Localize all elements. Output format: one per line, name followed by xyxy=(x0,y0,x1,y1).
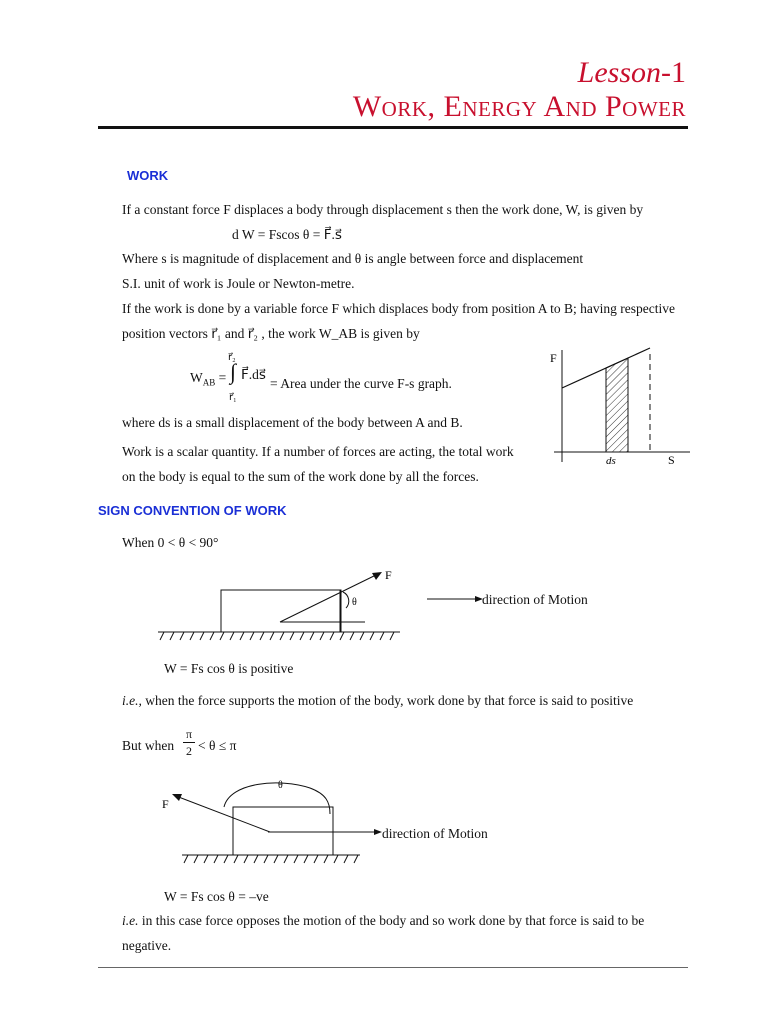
fig2-force-arrowhead xyxy=(172,794,182,801)
sign-convention-heading: SIGN CONVENTION OF WORK xyxy=(98,503,287,518)
explain-positive xyxy=(122,693,633,709)
fig2-motion-arrow xyxy=(268,826,388,838)
chapter-title: Work, Energy And Power xyxy=(352,90,686,123)
fig1-motion-label: direction of Motion xyxy=(482,592,588,607)
fig1-force-label: F xyxy=(385,568,392,582)
case2-suffix: < θ ≤ π xyxy=(198,738,237,753)
work-equation: d W = Fscos θ = F⃗.s⃗ xyxy=(232,227,342,242)
explain-negative-ie: i.e. xyxy=(122,913,139,928)
case2-frac-den: 2 xyxy=(186,744,192,758)
integral-sub: AB xyxy=(202,377,216,388)
fig1-angle-label: θ xyxy=(352,597,357,608)
case2-frac-bar xyxy=(183,742,195,743)
work-line-4: If the work is done by a variable force F which displaces body from position A to B; having respective xyxy=(122,301,675,316)
integral-sign: ∫ xyxy=(230,359,237,384)
work-line-5: position vectors r⃗₁ and r⃗₂ , the work W_AB is given by xyxy=(122,326,420,341)
fig2-force-label: F xyxy=(162,797,169,811)
fs-graph xyxy=(540,340,700,470)
integral-rhs: = Area under the curve F-s graph. xyxy=(270,376,452,391)
case2-prefix: But when xyxy=(122,738,175,753)
fig2-ground-hatch xyxy=(184,855,358,863)
lesson-label xyxy=(578,56,686,90)
fig2-angle-arc xyxy=(224,783,330,814)
work-line-2: Where s is magnitude of displacement and θ is angle between force and displacement xyxy=(122,251,584,266)
fs-graph-ds-strip xyxy=(606,358,628,452)
title-rule xyxy=(98,126,688,129)
figure-positive-work xyxy=(150,560,410,645)
integral-body: F⃗.ds⃗ xyxy=(241,367,266,382)
lesson-number: 1 xyxy=(671,56,686,89)
lesson-word: Lesson- xyxy=(577,56,671,89)
fig2-force-line xyxy=(176,796,270,832)
work-line-6: where ds is a small displacement of the body between A and B. xyxy=(122,415,463,430)
fig1-motion-arrow xyxy=(425,593,485,605)
fig1-angle-arc xyxy=(343,592,349,608)
case1-condition: When 0 < θ < 90° xyxy=(122,535,219,550)
result-negative: W = Fs cos θ = –ve xyxy=(164,889,269,904)
work-line-8: on the body is equal to the sum of the work done by all the forces. xyxy=(122,469,479,484)
explain-positive-text: when the force supports the motion of the body, work done by that force is said to positive xyxy=(141,693,634,708)
fs-graph-strip-label: ds xyxy=(606,455,616,467)
work-line-3: S.I. unit of work is Joule or Newton-metre. xyxy=(122,276,355,291)
integral-w: W xyxy=(190,370,203,385)
result-positive: W = Fs cos θ is positive xyxy=(164,661,294,676)
fig1-block xyxy=(221,590,341,632)
work-heading: WORK xyxy=(127,168,169,183)
work-line-1: If a constant force F displaces a body through displacement s then the work done, W, is given by xyxy=(122,202,644,217)
explain-positive-ie: i.e., xyxy=(122,693,142,708)
figure-negative-work xyxy=(160,770,370,870)
fig1-ground-hatch xyxy=(160,632,394,640)
case2-frac-num: π xyxy=(185,727,193,741)
fs-graph-y-label: F xyxy=(550,351,557,365)
explain-negative xyxy=(122,913,644,929)
explain-negative-text: in this case force opposes the motion of the body and so work done by that force is said to be xyxy=(138,913,645,928)
fs-graph-x-label: S xyxy=(668,453,675,467)
fig2-angle-label: θ xyxy=(278,780,283,791)
integral-lower-limit: r⃗₁ xyxy=(229,392,237,403)
footer-rule xyxy=(98,967,688,968)
fig2-motion-label: direction of Motion xyxy=(382,826,488,841)
integral-upper-limit: r⃗₂ xyxy=(228,352,236,363)
integral-lhs: $W_{AB}$ = xyxy=(190,370,227,388)
work-line-7: Work is a scalar quantity. If a number of forces are acting, the total work xyxy=(122,444,514,459)
fig1-force-line xyxy=(280,574,378,622)
explain-negative-continued: negative. xyxy=(122,938,172,953)
